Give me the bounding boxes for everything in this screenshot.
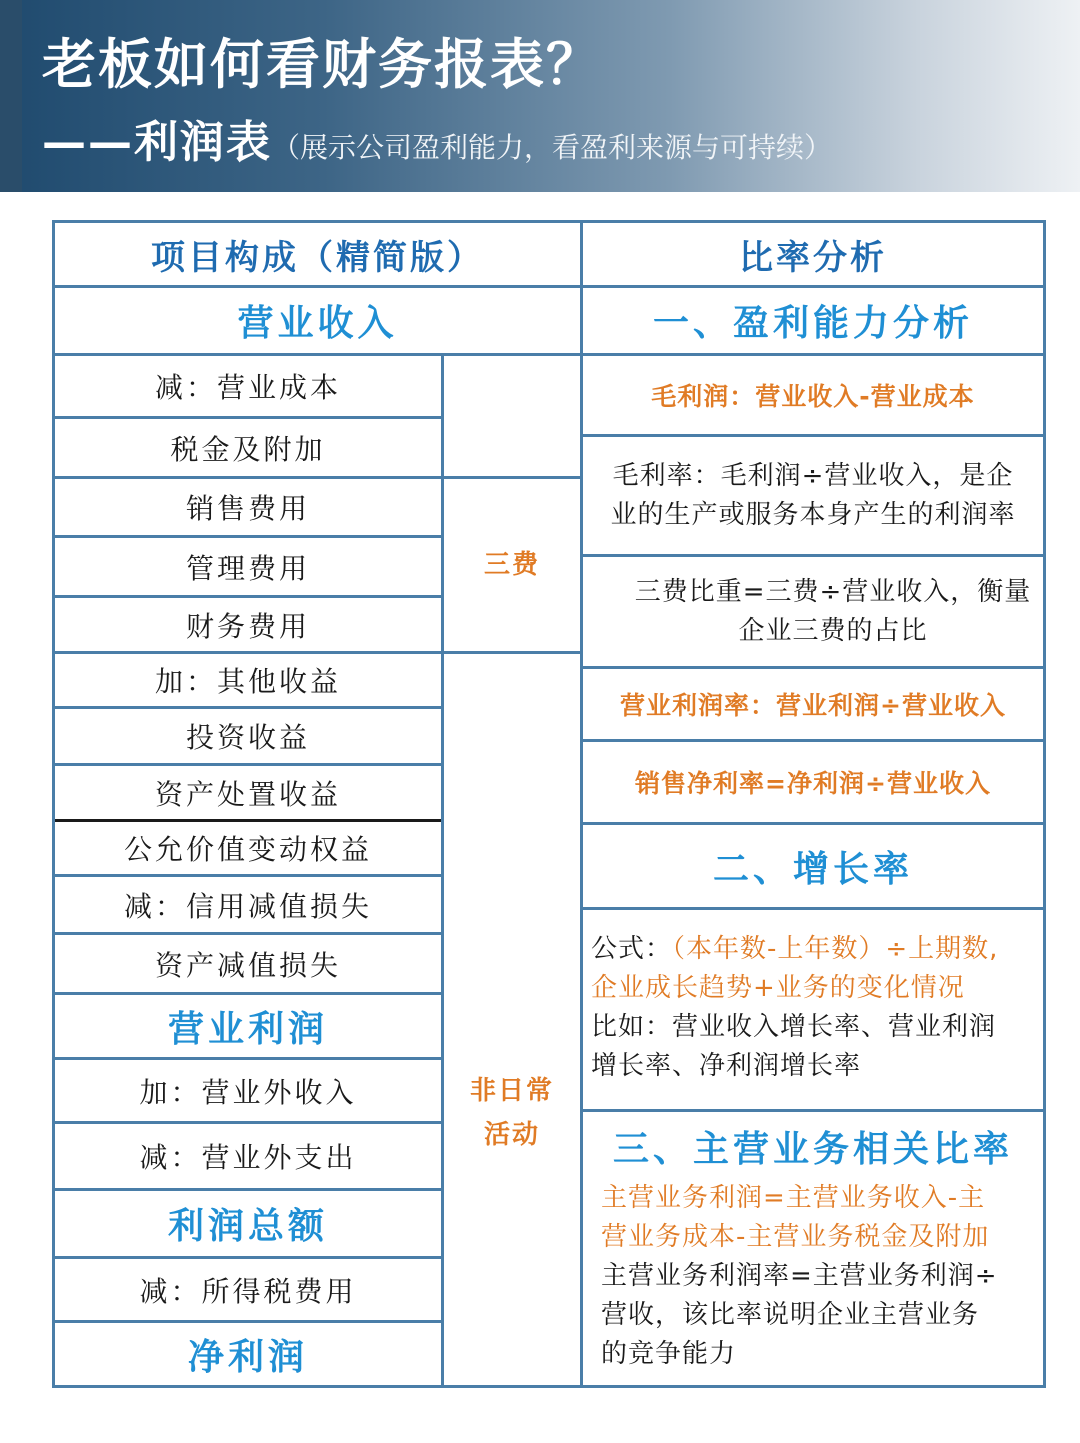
main-business-ratios-block <box>583 1179 1043 1379</box>
three-fee-ratio-line2: 企业三费的占比 <box>738 615 928 646</box>
item-income-tax: 减：所得税费用 <box>139 1274 357 1308</box>
section-profitability-title: 一、盈利能力分析 <box>652 303 973 344</box>
right-row-line <box>583 907 1043 910</box>
item-non-operating-income: 加：营业外收入 <box>139 1075 357 1109</box>
gross-margin-line1: 毛利率：毛利润÷营业收入，是企 <box>612 460 1014 491</box>
growth-description: 企业成长趋势+业务的变化情况 <box>591 973 965 1003</box>
item-admin-expense: 管理费用 <box>185 551 310 585</box>
net-profit-label: 净利润 <box>187 1336 308 1378</box>
growth-formula-line <box>591 930 998 969</box>
operating-profit-label: 营业利润 <box>167 1008 328 1050</box>
item-finance-expense: 财务费用 <box>185 609 310 643</box>
group-label-non-recurring-line1: 非日常 <box>469 1076 554 1106</box>
right-row-line <box>583 1109 1043 1112</box>
total-profit-label: 利润总额 <box>167 1206 328 1247</box>
subtitle-note: （展示公司盈利能力，看盈利来源与可持续） <box>272 131 833 164</box>
page-subtitle <box>42 106 832 170</box>
revenue-label: 营业收入 <box>237 303 398 344</box>
main-margin-line1: 主营业务利润率=主营业务利润÷ <box>601 1261 998 1291</box>
page-title: 老板如何看财务报表？ <box>42 33 602 96</box>
item-non-operating-expense: 减：营业外支出 <box>139 1141 357 1174</box>
group-label-three-fees: 三费 <box>483 550 540 580</box>
gross-margin-formula <box>583 437 1043 554</box>
net-margin-formula: 销售净利率=净利润÷营业收入 <box>635 769 991 798</box>
income-statement-table <box>52 220 1046 1388</box>
three-fee-ratio-formula <box>583 557 1043 666</box>
main-margin-line2: 营收，该比率说明企业主营业务 <box>601 1300 980 1330</box>
operating-margin-formula: 营业利润率：营业利润÷营业收入 <box>620 691 1006 720</box>
item-fair-value-change: 公允价值变动权益 <box>123 833 372 866</box>
group-line <box>441 651 580 654</box>
growth-examples-line1: 比如：营业收入增长率、营业利润 <box>591 1012 997 1042</box>
item-asset-disposal-income: 资产处置收益 <box>154 777 341 811</box>
item-investment-income: 投资收益 <box>185 721 310 754</box>
item-asset-impairment: 资产减值损失 <box>154 948 341 982</box>
group-label-non-recurring-line2: 活动 <box>483 1120 540 1150</box>
col-header-ratios: 比率分析 <box>739 237 887 278</box>
header-banner <box>0 0 1080 192</box>
main-profit-line2: 营业务成本-主营业务税金及附加 <box>601 1222 990 1252</box>
section-growth-title: 二、增长率 <box>712 848 913 890</box>
section-main-business-title: 三、主营业务相关比率 <box>612 1128 1013 1170</box>
group-label-non-recurring <box>444 1063 580 1163</box>
gross-profit-formula: 毛利润：营业收入-营业成本 <box>651 382 975 411</box>
col-header-items: 项目构成（精简版） <box>151 237 484 278</box>
subtitle-main: ——利润表 <box>42 117 272 168</box>
item-operating-cost: 减：营业成本 <box>154 371 341 404</box>
main-margin-line3: 的竞争能力 <box>601 1339 737 1369</box>
item-other-income: 加：其他收益 <box>154 665 341 698</box>
three-fee-ratio-line1: 三费比重=三费÷营业收入，衡量 <box>634 576 1032 607</box>
growth-formula: （本年数-上年数）÷上期数, <box>672 934 999 964</box>
item-credit-impairment: 减：信用减值损失 <box>123 889 372 923</box>
banner-edge-strip <box>0 0 22 192</box>
item-selling-expense: 销售费用 <box>185 492 310 525</box>
growth-rate-block <box>583 913 1043 1103</box>
growth-examples-line2: 增长率、净利润增长率 <box>591 1051 862 1081</box>
growth-formula-label: 公式： <box>591 934 673 964</box>
main-profit-line1: 主营业务利润=主营业务收入-主 <box>601 1183 986 1213</box>
item-taxes-surcharges: 税金及附加 <box>170 432 326 466</box>
gross-margin-line2: 业的生产或服务本身产生的利润率 <box>610 499 1016 530</box>
